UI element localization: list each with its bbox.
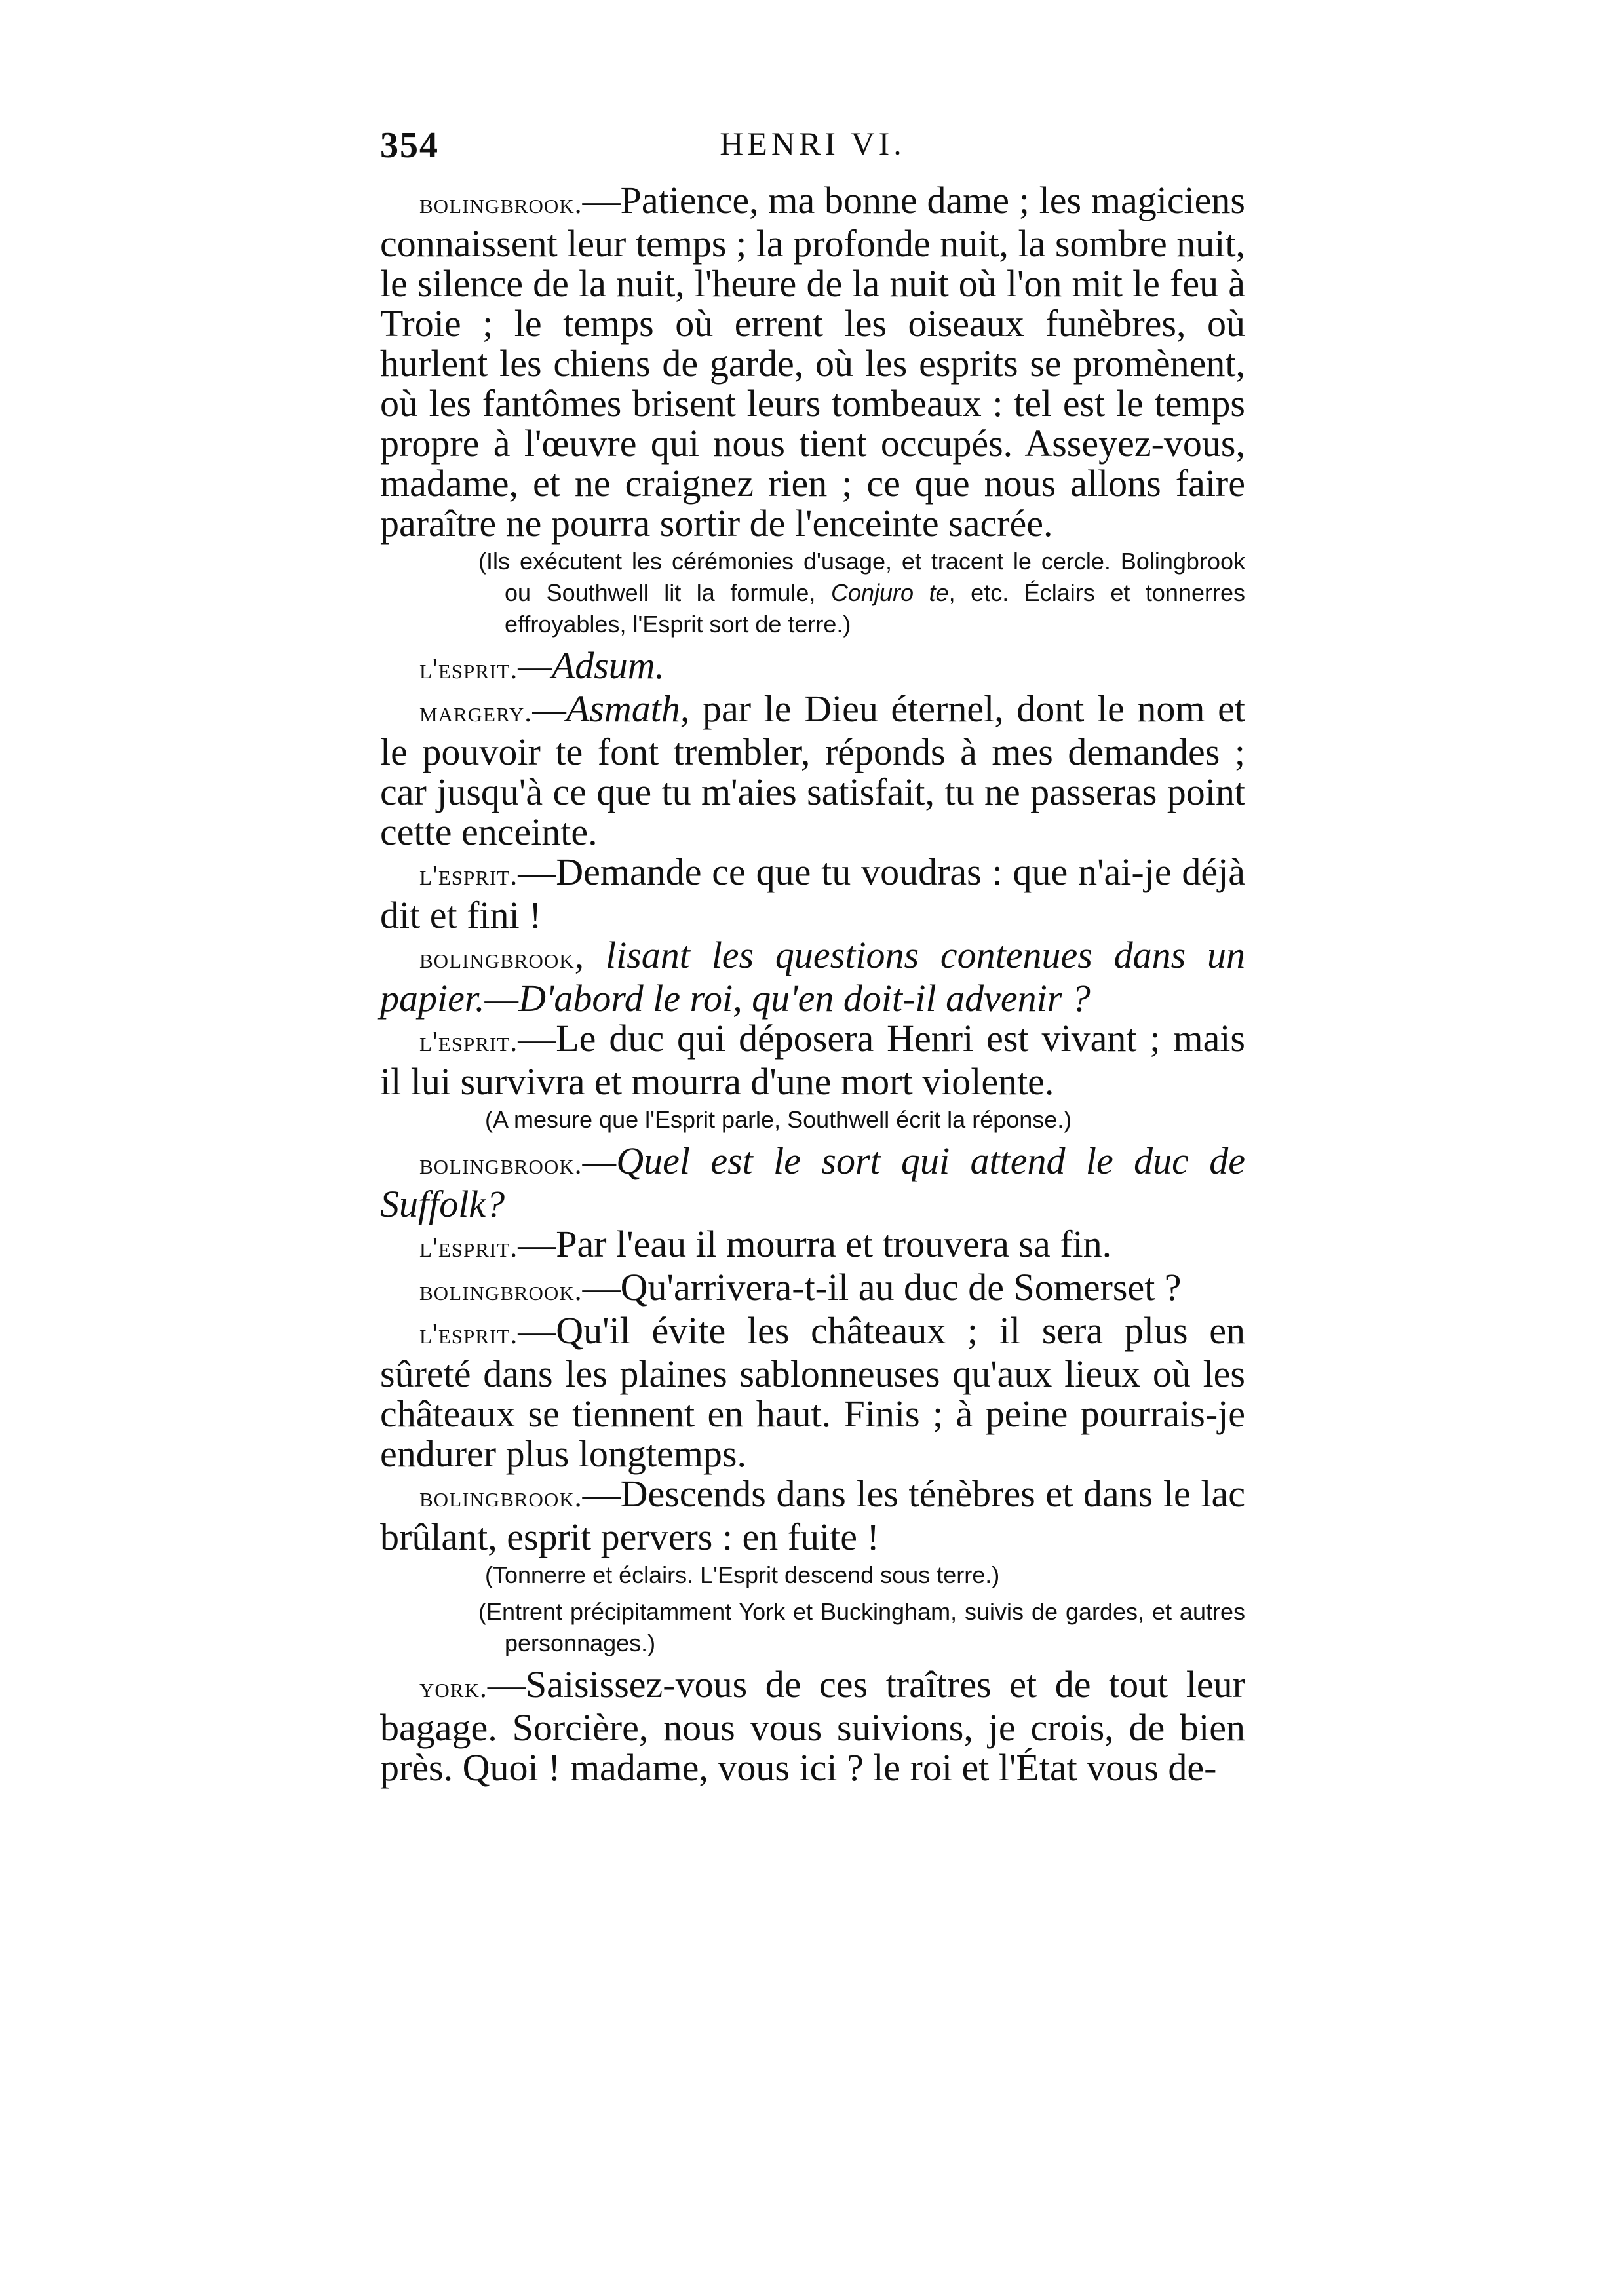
speech-esprit-3	[380, 1018, 1245, 1101]
speech-text: —Qu'arrivera-t-il au duc de Somerset ?	[582, 1266, 1182, 1309]
stage-direction-italic: Conjuro te	[830, 579, 949, 606]
speech-text: ,	[574, 934, 606, 976]
page-number: 354	[380, 125, 439, 166]
speaker-name: l'esprit.	[419, 1231, 518, 1263]
speaker-name: l'esprit.	[419, 653, 518, 685]
body-text	[380, 180, 1245, 1788]
speech-text: —Par l'eau il mourra et trouvera sa fin.	[518, 1223, 1112, 1265]
speech-margery	[380, 689, 1245, 852]
speech-bolingbrook-4	[380, 1267, 1245, 1311]
speaker-name: l'esprit.	[419, 859, 518, 891]
speech-esprit-5	[380, 1311, 1245, 1474]
stage-direction-text: , etc. Éclairs et tonnerres effroyables, l'Esprit sort de terre.)	[505, 579, 1245, 638]
speech-text: —Saisissez-vous de ces traîtres et de tout leur bagage. Sorcière, nous vous suivions, je crois, de bien près. Quoi ! madame, vous ici ? le roi et l'État vous de-	[380, 1663, 1245, 1789]
speech-bolingbrook-1	[380, 180, 1245, 543]
speech-text: —Adsum.	[518, 644, 665, 687]
stage-direction: (Entrent précipitamment York et Buckingham, suivis de gardes, et autres personnages.)	[478, 1598, 1245, 1656]
page-header	[380, 124, 1245, 177]
stage-direction-text: (Ils exécutent les cérémonies d'usage, et tracent le cercle. Bolingbrook ou Southwell lit la formule,	[478, 548, 1245, 606]
speech-italic: —Asmath,	[532, 687, 690, 730]
speaker-name: york.	[419, 1672, 488, 1704]
stage-direction: (A mesure que l'Esprit parle, Southwell écrit la réponse.)	[485, 1106, 1072, 1133]
speaker-name: l'esprit.	[419, 1025, 518, 1058]
speaker-name: bolingbrook.	[419, 1481, 583, 1513]
speech-esprit-1	[380, 645, 1245, 689]
stage-direction	[380, 546, 1245, 640]
speaker-name: margery.	[419, 696, 533, 728]
speech-text: —Qu'il évite les châteaux ; il sera plus en sûreté dans les plaines sablonneuses qu'aux lieux où les châteaux se tiennent en haut. Finis ; à peine pourrais-je endurer plus longtemps.	[380, 1309, 1245, 1475]
speech-bolingbrook-3	[380, 1141, 1245, 1224]
speaker-name: bolingbrook.	[419, 187, 583, 220]
speech-text: —Patience, ma bonne dame ; les magiciens connaissent leur temps ; la profonde nuit, la sombre nuit, le silence de la nuit, l'heure de la nuit où l'on mit le feu à Troie ; le temps où errent les oiseaux funèbres, où hurlent les chiens de garde, où les esprits se promènent, où les fantômes brisent leurs tombeaux : tel est le temps propre à l'œuvre qui nous tient occupés. Asseyez-vous, madame, et ne craignez rien ; ce que nous allons faire paraître ne pourra sortir de l'enceinte sacrée.	[380, 179, 1245, 545]
speaker-name: l'esprit.	[419, 1318, 518, 1350]
speech-york	[380, 1664, 1245, 1788]
speaker-name: bolingbrook.	[419, 1274, 583, 1307]
speech-bolingbrook-5	[380, 1474, 1245, 1557]
speech-text: —Descends dans les ténèbres et dans le lac brûlant, esprit pervers : en fuite !	[380, 1472, 1245, 1558]
speech-text: —Demande ce que tu voudras : que n'ai-je déjà dit et fini !	[380, 851, 1245, 936]
speaker-name: bolingbrook.	[419, 1148, 583, 1180]
speech-bolingbrook-2	[380, 935, 1245, 1018]
speech-esprit-2	[380, 852, 1245, 935]
speech-italic: lisant les questions contenues dans un papier.—D'abord le roi, qu'en doit-il advenir ?	[380, 934, 1245, 1020]
speech-italic: —Quel est le sort qui attend le duc de Suffolk?	[380, 1139, 1245, 1225]
running-head: HENRI VI.	[720, 125, 906, 162]
speech-text: —Le duc qui déposera Henri est vivant ; mais il lui survivra et mourra d'une mort violente.	[380, 1017, 1245, 1103]
speech-esprit-4	[380, 1224, 1245, 1267]
speaker-name: bolingbrook	[419, 942, 575, 974]
stage-direction: (Tonnerre et éclairs. L'Esprit descend sous terre.)	[485, 1561, 1000, 1588]
speech-text: par le Dieu éternel, dont le nom et le pouvoir te font trembler, réponds à mes demandes ; car jusqu'à ce que tu m'aies satisfait, tu ne passeras point cette enceinte.	[380, 687, 1245, 853]
